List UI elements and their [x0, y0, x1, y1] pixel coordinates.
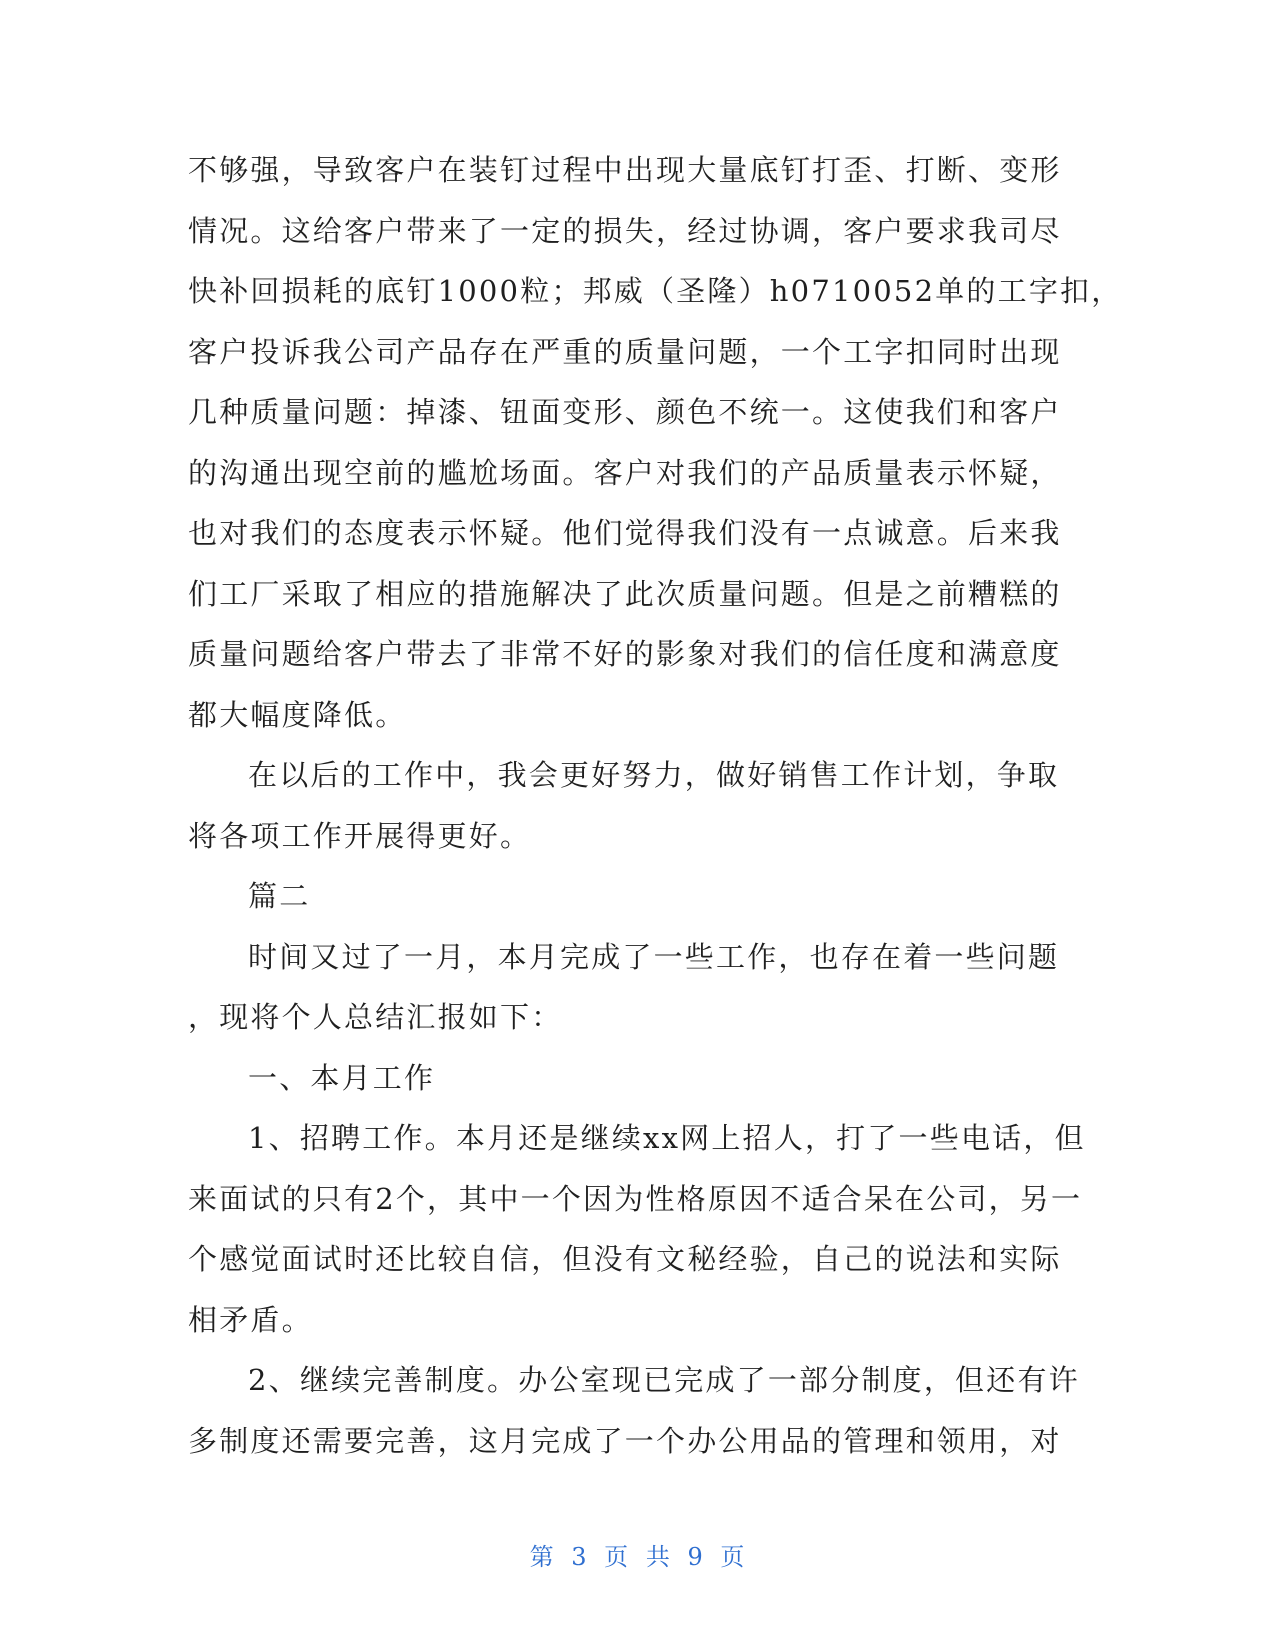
text-line: 多制度还需要完善，这月完成了一个办公用品的管理和领用，对: [188, 1423, 1062, 1458]
text-line: 客户投诉我公司产品存在严重的质量问题，一个工字扣同时出现: [188, 334, 1062, 369]
total-word: 页: [720, 1543, 746, 1571]
section-heading: 一、本月工作: [248, 1060, 436, 1095]
text-line: ，现将个人总结汇报如下：: [188, 1000, 563, 1034]
current-page-number: 3: [571, 1543, 588, 1571]
text-line: 1、招聘工作。本月还是继续xx网上招人，打了一些电话，但: [248, 1121, 1086, 1155]
text-line: 都大幅度降低。: [188, 697, 407, 732]
text-line: 相矛盾。: [188, 1302, 313, 1337]
text-line: 的沟通出现空前的尴尬场面。客户对我们的产品质量表示怀疑，: [188, 455, 1062, 490]
total-prefix: 共: [645, 1543, 671, 1571]
text-line: 情况。这给客户带来了一定的损失，经过协调，客户要求我司尽: [188, 213, 1062, 248]
text-line: 2、继续完善制度。办公室现已完成了一部分制度，但还有许: [248, 1363, 1080, 1397]
page-word: 页: [604, 1543, 630, 1571]
page-footer: [0, 1537, 1275, 1572]
text-line: 质量问题给客户带去了非常不好的影象对我们的信任度和满意度: [188, 637, 1062, 671]
section-heading: 篇二: [248, 879, 311, 913]
total-pages-number: 9: [687, 1543, 704, 1571]
page-prefix: 第: [529, 1543, 555, 1571]
text-line: 个感觉面试时还比较自信，但没有文秘经验，自己的说法和实际: [188, 1242, 1062, 1276]
text-line: 在以后的工作中，我会更好努力，做好销售工作计划，争取: [248, 758, 1060, 792]
text-line: 快补回损耗的底钉1000粒；邦威（圣隆）h0710052单的工字扣，: [188, 274, 1123, 308]
text-line: 时间又过了一月，本月完成了一些工作，也存在着一些问题: [248, 939, 1060, 974]
text-line: 不够强，导致客户在装钉过程中出现大量底钉打歪、打断、变形: [188, 153, 1062, 187]
text-line: 们工厂采取了相应的措施解决了此次质量问题。但是之前糟糕的: [188, 576, 1062, 611]
text-line: 也对我们的态度表示怀疑。他们觉得我们没有一点诚意。后来我: [188, 516, 1062, 550]
document-body: [188, 140, 1123, 1471]
text-line: 将各项工作开展得更好。: [188, 818, 532, 853]
text-line: 几种质量问题：掉漆、钮面变形、颜色不统一。这使我们和客户: [188, 395, 1062, 429]
text-line: 来面试的只有2个，其中一个因为性格原因不适合呆在公司，另一: [188, 1181, 1083, 1216]
